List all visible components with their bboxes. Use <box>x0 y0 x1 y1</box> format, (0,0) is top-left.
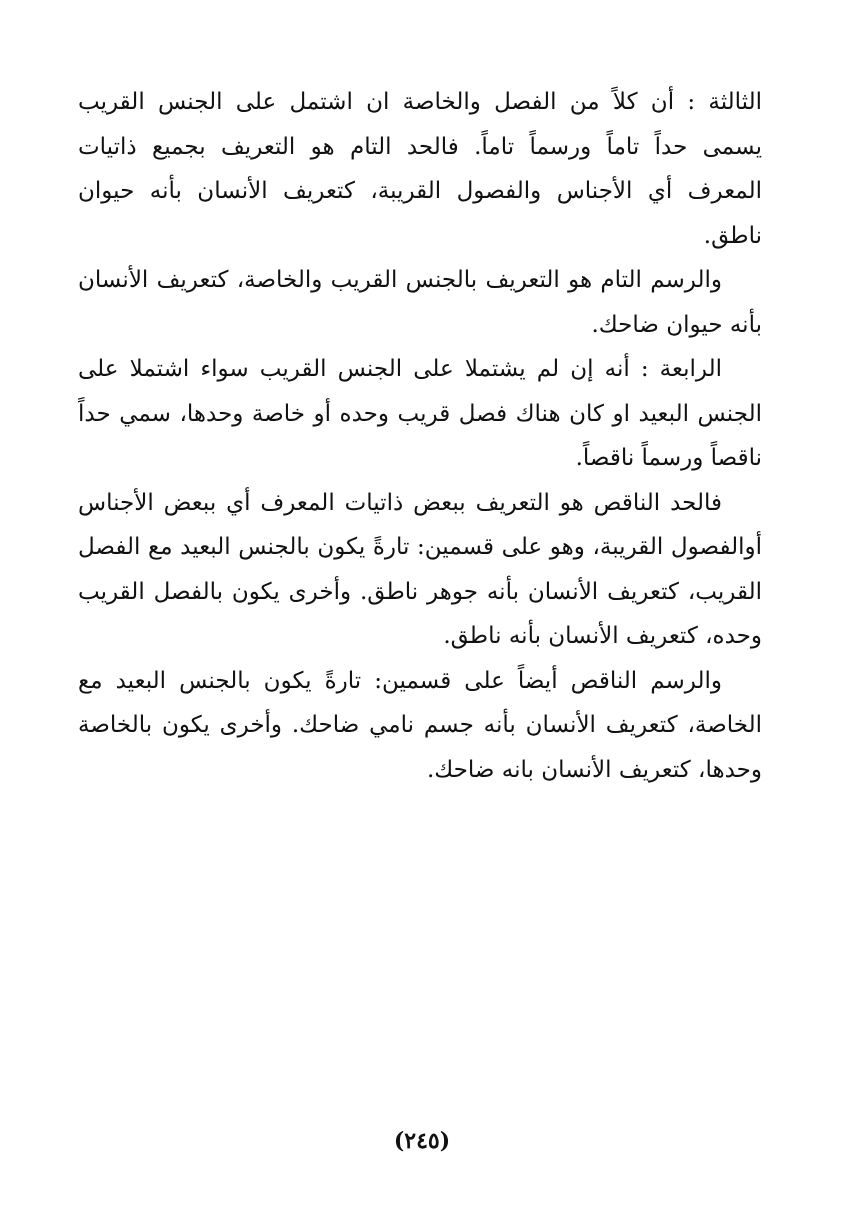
paragraph-third-rule: الثالثة : أن كلاً من الفصل والخاصة ان اشتمل على الجنس القريب يسمى حداً تاماً ورسماً تاماً. فالحد التام هو التعريف بجميع ذاتيات المعرف أي الأجناس والفصول القريبة، كتعريف الأنسان بأنه حيوان ناطق. <box>78 89 762 249</box>
page-number: (٢٤٥) <box>393 1128 451 1154</box>
paragraph-complete-description: والرسم التام هو التعريف بالجنس القريب والخاصة، كتعريف الأنسان بأنه حيوان ضاحك. <box>78 267 762 338</box>
paragraph-incomplete-definition: فالحد الناقص هو التعريف ببعض ذاتيات المعرف أي ببعض الأجناس أوالفصول القريبة، وهو على قسمين: تارةً يكون بالجنس البعيد مع الفصل القريب، كتعريف الأنسان بأنه جوهر ناطق. وأخرى يكون بالفصل القريب وحده، كتعريف الأنسان بأنه ناطق. <box>78 489 762 649</box>
paragraph-fourth-rule: الرابعة : أنه إن لم يشتملا على الجنس القريب سواء اشتملا على الجنس البعيد او كان هناك فصل قريب وحده أو خاصة وحدها، سمي حداً ناقصاً ورسماً ناقصاً. <box>78 356 762 471</box>
page-body <box>78 80 762 792</box>
paragraph-incomplete-description: والرسم الناقص أيضاً على قسمين: تارةً يكون بالجنس البعيد مع الخاصة، كتعريف الأنسان بأنه جسم نامي ضاحك. وأخرى يكون بالخاصة وحدها، كتعريف الأنسان بانه ضاحك. <box>78 667 762 783</box>
